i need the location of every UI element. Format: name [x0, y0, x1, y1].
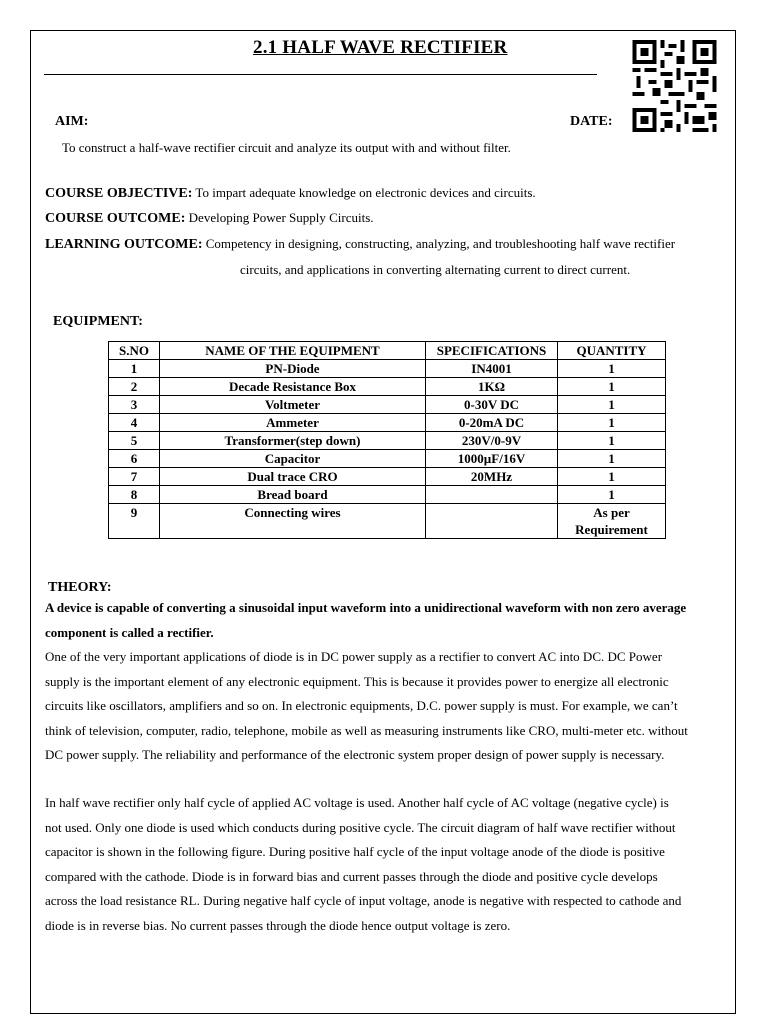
cell-name: Voltmeter [160, 396, 426, 414]
cell-name: Transformer(step down) [160, 432, 426, 450]
cell-spec: 20MHz [426, 468, 558, 486]
cell-spec: 1KΩ [426, 378, 558, 396]
theory-definition [45, 596, 745, 645]
cell-name: PN-Diode [160, 360, 426, 378]
table-row [109, 396, 666, 414]
cell-qty: 1 [558, 432, 666, 450]
cell-spec: 1000µF/16V [426, 450, 558, 468]
learning-outcome-label: LEARNING OUTCOME: [45, 237, 203, 252]
cell-spec [426, 504, 558, 539]
cell-qty: As per Requirement [558, 504, 666, 539]
equipment-label: EQUIPMENT: [53, 314, 143, 329]
learning-outcome [45, 236, 675, 253]
table-row [109, 360, 666, 378]
paragraph-line: compared with the cathode. Diode is in forward bias and current passes through the diode and positive cycle develops [45, 868, 658, 884]
cell-spec [426, 486, 558, 504]
cell-sno: 4 [109, 414, 160, 432]
cell-spec: 0-20mA DC [426, 414, 558, 432]
cell-name: Bread board [160, 486, 426, 504]
cell-sno: 6 [109, 450, 160, 468]
paragraph-line: across the load resistance RL. During negative half cycle of input voltage, anode is negative with respected to cathode and [45, 893, 682, 908]
cell-sno: 2 [109, 378, 160, 396]
theory-label: THEORY: [48, 580, 112, 595]
cell-name: Decade Resistance Box [160, 378, 426, 396]
col-header-quantity: QUANTITY [558, 342, 666, 360]
cell-sno: 8 [109, 486, 160, 504]
table-row [109, 414, 666, 432]
equipment-table [108, 341, 666, 539]
course-outcome-text: Developing Power Supply Circuits. [185, 210, 374, 225]
paragraph-line: DC power supply. The reliability and performance of the electronic system proper design of power supply is necessary. [45, 747, 665, 762]
theory-paragraph-2 [45, 791, 745, 938]
cell-spec: 230V/0-9V [426, 432, 558, 450]
cell-spec: 0-30V DC [426, 396, 558, 414]
table-row [109, 450, 666, 468]
cell-qty: 1 [558, 486, 666, 504]
table-row [109, 504, 666, 539]
title-rule [44, 74, 597, 75]
table-row [109, 468, 666, 486]
paragraph-line: supply is the important element of any electronic equipment. This is because it provides power to energize all electronic [45, 673, 669, 689]
col-header-name: NAME OF THE EQUIPMENT [160, 342, 426, 360]
paragraph-line: One of the very important applications of diode is in DC power supply as a rectifier to convert AC into DC. DC Power [45, 649, 663, 664]
cell-sno: 7 [109, 468, 160, 486]
cell-qty: 1 [558, 468, 666, 486]
course-objective [45, 185, 536, 202]
theory-definition-line: component is called a rectifier. [45, 624, 214, 640]
date-label: DATE: [570, 114, 613, 129]
aim-text: To construct a half-wave rectifier circuit and analyze its output with and without filter. [62, 140, 511, 155]
theory-paragraph-1 [45, 645, 745, 768]
cell-spec: IN4001 [426, 360, 558, 378]
cell-qty: 1 [558, 396, 666, 414]
cell-name: Connecting wires [160, 504, 426, 539]
page-title: 2.1 HALF WAVE RECTIFIER [253, 37, 508, 58]
table-row [109, 432, 666, 450]
col-header-sno: S.NO [109, 342, 160, 360]
aim-label: AIM: [55, 114, 89, 129]
cell-qty: 1 [558, 450, 666, 468]
qr-code-icon [632, 40, 717, 132]
course-objective-label: COURSE OBJECTIVE: [45, 186, 193, 201]
course-objective-text: To impart adequate knowledge on electronic devices and circuits. [192, 185, 536, 200]
table-row [109, 378, 666, 396]
paragraph-line: capacitor is shown in the following figure. During positive half cycle of the input voltage anode of the diode is positive [45, 844, 665, 859]
cell-name: Dual trace CRO [160, 468, 426, 486]
course-outcome-label: COURSE OUTCOME: [45, 211, 186, 226]
cell-sno: 1 [109, 360, 160, 378]
cell-sno: 9 [109, 504, 160, 539]
table-header-row [109, 342, 666, 360]
cell-qty: 1 [558, 414, 666, 432]
paragraph-line: circuits like oscillators, amplifiers and so on. In electronic equipments, D.C. power supply is must. For example, we can’t [45, 698, 678, 713]
learning-outcome-text-2: circuits, and applications in converting alternating current to direct current. [240, 262, 631, 277]
cell-name: Ammeter [160, 414, 426, 432]
paragraph-line: think of television, computer, radio, telephone, mobile as well as measuring instruments like CRO, multi-meter etc. without [45, 722, 688, 738]
course-outcome [45, 210, 374, 227]
paragraph-line: In half wave rectifier only half cycle of applied AC voltage is used. Another half cycle of AC voltage (negative cycle) is [45, 795, 669, 810]
cell-qty: 1 [558, 360, 666, 378]
theory-definition-line: A device is capable of converting a sinusoidal input waveform into a unidirectional waveform with non zero average [45, 600, 687, 615]
cell-sno: 3 [109, 396, 160, 414]
col-header-specifications: SPECIFICATIONS [426, 342, 558, 360]
cell-sno: 5 [109, 432, 160, 450]
paragraph-line: not used. Only one diode is used which conducts during positive cycle. The circuit diagram of half wave rectifier without [45, 819, 676, 835]
cell-name: Capacitor [160, 450, 426, 468]
learning-outcome-text-1: Competency in designing, constructing, analyzing, and troubleshooting half wave rectifier [202, 236, 676, 251]
paragraph-line: diode is in reverse bias. No current passes through the diode hence output voltage is zero. [45, 917, 511, 933]
cell-qty: 1 [558, 378, 666, 396]
table-row [109, 486, 666, 504]
